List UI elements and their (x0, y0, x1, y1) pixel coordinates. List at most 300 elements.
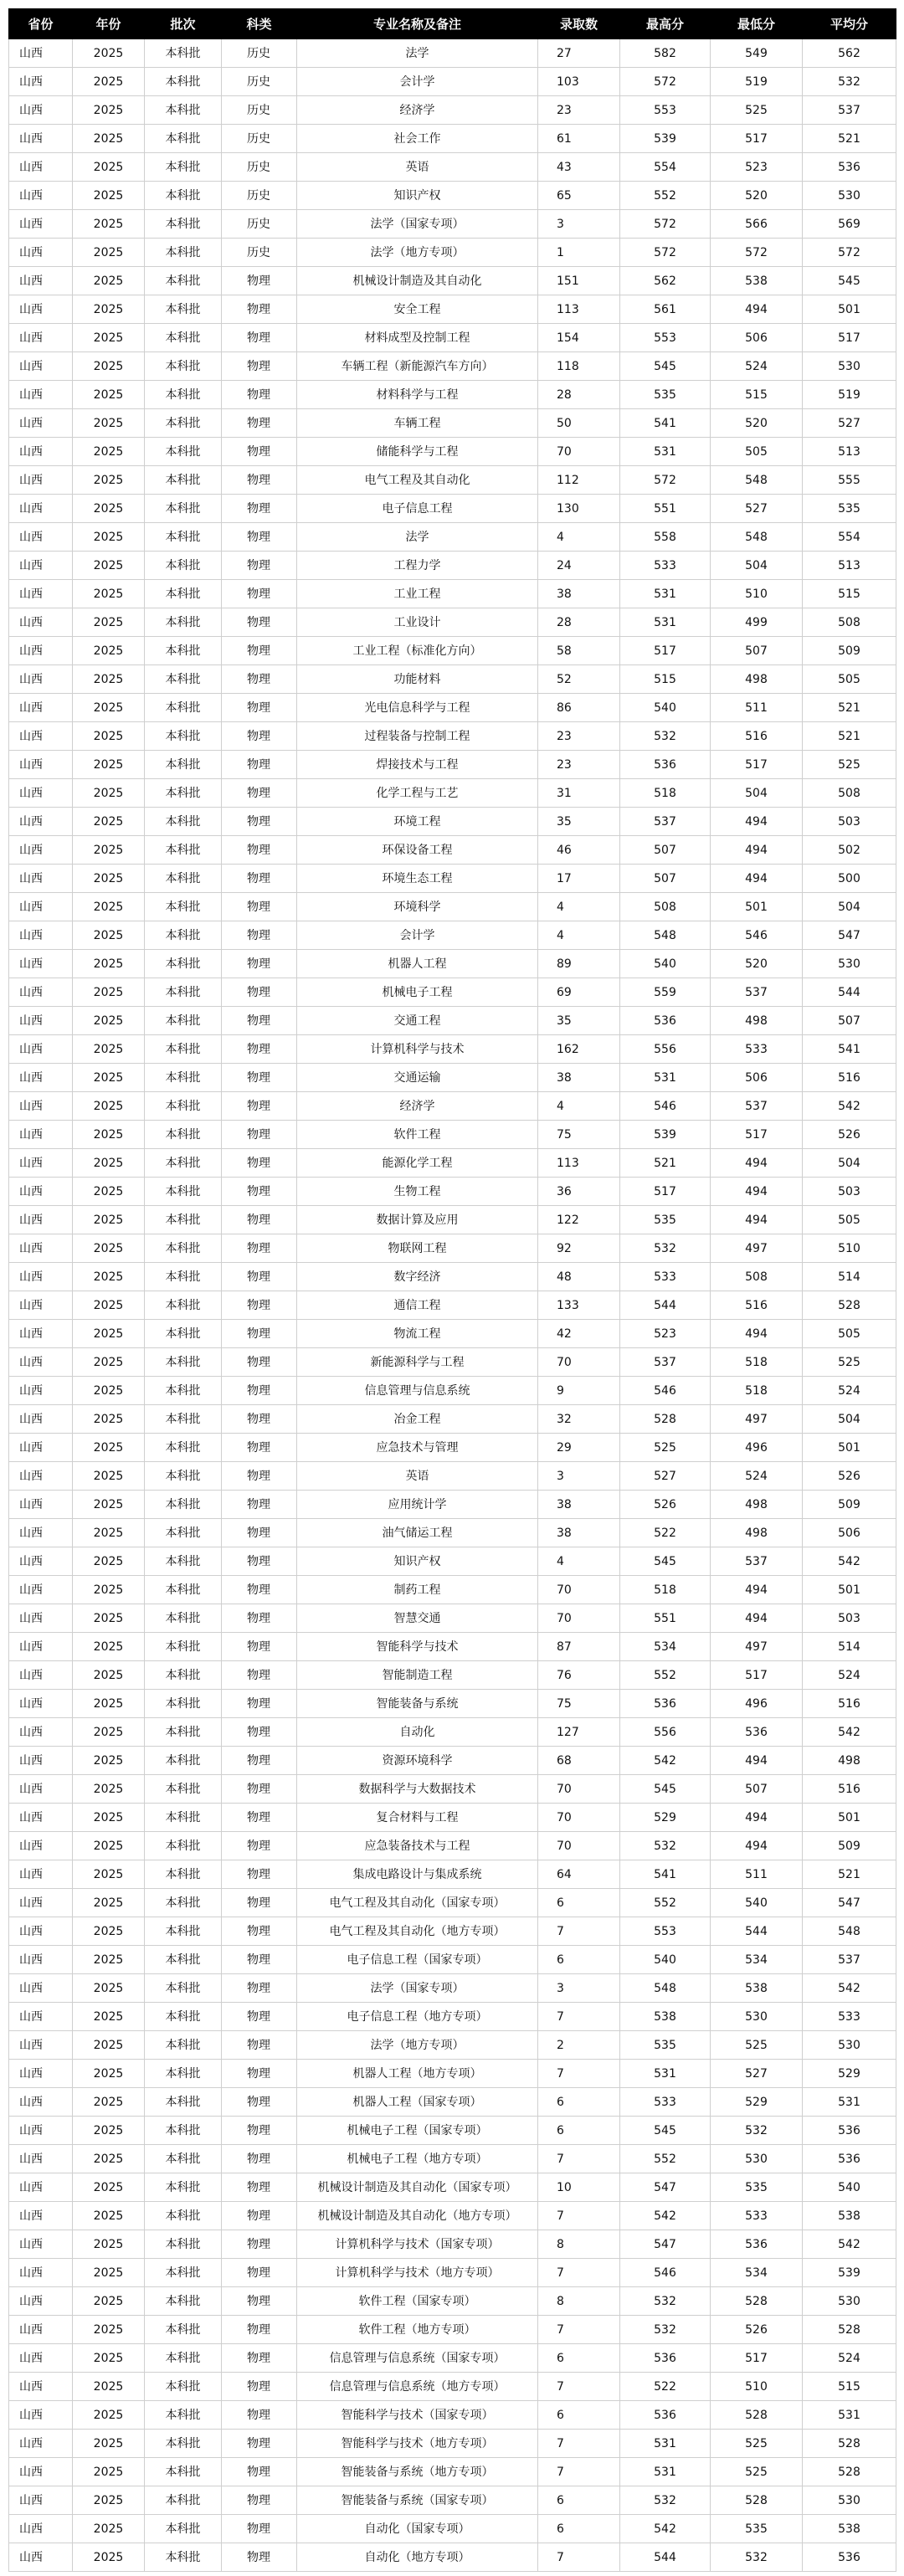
cell-admitted: 64 (538, 1860, 620, 1889)
cell-avg-score: 538 (803, 2515, 896, 2543)
cell-province: 山西 (9, 694, 73, 722)
table-row (9, 96, 896, 125)
cell-batch: 本科批 (145, 2031, 222, 2060)
cell-max-score: 538 (620, 2003, 711, 2031)
cell-province: 山西 (9, 523, 73, 552)
cell-max-score: 536 (620, 2344, 711, 2373)
cell-category: 物理 (222, 352, 297, 381)
cell-admitted: 7 (538, 2259, 620, 2287)
cell-batch: 本科批 (145, 1804, 222, 1832)
cell-min-score: 507 (711, 637, 803, 665)
cell-admitted: 70 (538, 1576, 620, 1604)
cell-province: 山西 (9, 2515, 73, 2543)
cell-min-score: 549 (711, 39, 803, 68)
cell-max-score: 531 (620, 2430, 711, 2458)
table-row (9, 1092, 896, 1121)
cell-avg-score: 530 (803, 2031, 896, 2060)
cell-category: 物理 (222, 1263, 297, 1291)
cell-category: 物理 (222, 665, 297, 694)
admission-table (8, 8, 896, 2572)
cell-max-score: 546 (620, 1092, 711, 1121)
cell-max-score: 531 (620, 1064, 711, 1092)
cell-admitted: 23 (538, 722, 620, 751)
cell-category: 物理 (222, 1462, 297, 1491)
cell-province: 山西 (9, 637, 73, 665)
cell-min-score: 517 (711, 751, 803, 779)
cell-avg-score: 501 (803, 1804, 896, 1832)
cell-avg-score: 508 (803, 608, 896, 637)
cell-major: 法学 (297, 523, 538, 552)
cell-year: 2025 (73, 1007, 145, 1035)
cell-batch: 本科批 (145, 2430, 222, 2458)
cell-major: 焊接技术与工程 (297, 751, 538, 779)
cell-admitted: 35 (538, 1007, 620, 1035)
table-row (9, 495, 896, 523)
cell-category: 物理 (222, 580, 297, 608)
cell-admitted: 6 (538, 2515, 620, 2543)
cell-min-score: 520 (711, 950, 803, 978)
cell-max-score: 542 (620, 1747, 711, 1775)
cell-province: 山西 (9, 2430, 73, 2458)
cell-min-score: 526 (711, 2316, 803, 2344)
cell-admitted: 133 (538, 1291, 620, 1320)
cell-major: 电气工程及其自动化（国家专项） (297, 1889, 538, 1917)
cell-batch: 本科批 (145, 1576, 222, 1604)
cell-admitted: 7 (538, 1917, 620, 1946)
table-row (9, 665, 896, 694)
cell-min-score: 520 (711, 409, 803, 438)
cell-batch: 本科批 (145, 2401, 222, 2430)
cell-admitted: 43 (538, 153, 620, 182)
cell-province: 山西 (9, 1633, 73, 1661)
cell-max-score: 517 (620, 637, 711, 665)
cell-min-score: 520 (711, 182, 803, 210)
cell-min-score: 523 (711, 153, 803, 182)
cell-province: 山西 (9, 1007, 73, 1035)
cell-avg-score: 537 (803, 96, 896, 125)
cell-province: 山西 (9, 466, 73, 495)
cell-avg-score: 541 (803, 1035, 896, 1064)
cell-min-score: 525 (711, 2031, 803, 2060)
cell-category: 物理 (222, 893, 297, 921)
cell-avg-score: 513 (803, 438, 896, 466)
cell-admitted: 75 (538, 1121, 620, 1149)
cell-max-score: 547 (620, 2173, 711, 2202)
cell-major: 工程力学 (297, 552, 538, 580)
cell-province: 山西 (9, 580, 73, 608)
cell-year: 2025 (73, 2543, 145, 2572)
cell-min-score: 494 (711, 1178, 803, 1206)
cell-min-score: 511 (711, 694, 803, 722)
cell-year: 2025 (73, 2230, 145, 2259)
cell-batch: 本科批 (145, 1405, 222, 1434)
cell-batch: 本科批 (145, 1775, 222, 1804)
cell-max-score: 548 (620, 921, 711, 950)
cell-admitted: 9 (538, 1377, 620, 1405)
table-header (9, 9, 896, 39)
cell-batch: 本科批 (145, 466, 222, 495)
cell-major: 软件工程（地方专项） (297, 2316, 538, 2344)
cell-batch: 本科批 (145, 1690, 222, 1718)
table-row (9, 1718, 896, 1747)
cell-year: 2025 (73, 1320, 145, 1348)
cell-admitted: 151 (538, 267, 620, 295)
cell-min-score: 494 (711, 1832, 803, 1860)
header-max-score: 最高分 (620, 9, 711, 39)
cell-batch: 本科批 (145, 1434, 222, 1462)
table-row (9, 2259, 896, 2287)
cell-province: 山西 (9, 836, 73, 865)
table-row (9, 1434, 896, 1462)
cell-year: 2025 (73, 352, 145, 381)
cell-year: 2025 (73, 466, 145, 495)
cell-max-score: 534 (620, 1633, 711, 1661)
cell-admitted: 7 (538, 2316, 620, 2344)
cell-province: 山西 (9, 1917, 73, 1946)
table-row (9, 1377, 896, 1405)
table-row (9, 2373, 896, 2401)
cell-min-score: 517 (711, 1121, 803, 1149)
cell-admitted: 38 (538, 1064, 620, 1092)
cell-category: 物理 (222, 1775, 297, 1804)
cell-admitted: 122 (538, 1206, 620, 1234)
table-row (9, 1690, 896, 1718)
cell-admitted: 4 (538, 1547, 620, 1576)
cell-min-score: 535 (711, 2173, 803, 2202)
cell-min-score: 530 (711, 2145, 803, 2173)
cell-batch: 本科批 (145, 1661, 222, 1690)
cell-major: 机械设计制造及其自动化（国家专项） (297, 2173, 538, 2202)
cell-min-score: 540 (711, 1889, 803, 1917)
cell-province: 山西 (9, 2003, 73, 2031)
cell-province: 山西 (9, 1149, 73, 1178)
cell-admitted: 70 (538, 1348, 620, 1377)
cell-admitted: 69 (538, 978, 620, 1007)
cell-batch: 本科批 (145, 267, 222, 295)
cell-max-score: 541 (620, 409, 711, 438)
cell-min-score: 538 (711, 267, 803, 295)
cell-batch: 本科批 (145, 2117, 222, 2145)
cell-category: 物理 (222, 2316, 297, 2344)
cell-min-score: 525 (711, 96, 803, 125)
cell-category: 物理 (222, 1946, 297, 1974)
cell-category: 物理 (222, 2145, 297, 2173)
table-row (9, 1860, 896, 1889)
header-year: 年份 (73, 9, 145, 39)
cell-batch: 本科批 (145, 295, 222, 324)
cell-admitted: 76 (538, 1661, 620, 1690)
cell-batch: 本科批 (145, 1263, 222, 1291)
cell-major: 工业工程（标准化方向） (297, 637, 538, 665)
cell-max-score: 539 (620, 125, 711, 153)
cell-admitted: 50 (538, 409, 620, 438)
cell-province: 山西 (9, 1035, 73, 1064)
admission-table-container (8, 8, 896, 2572)
table-row (9, 694, 896, 722)
cell-year: 2025 (73, 2003, 145, 2031)
cell-province: 山西 (9, 324, 73, 352)
table-row (9, 779, 896, 808)
cell-major: 法学（国家专项） (297, 210, 538, 239)
cell-batch: 本科批 (145, 153, 222, 182)
cell-province: 山西 (9, 153, 73, 182)
table-row (9, 1263, 896, 1291)
cell-min-score: 538 (711, 1974, 803, 2003)
header-avg-score: 平均分 (803, 9, 896, 39)
cell-year: 2025 (73, 1775, 145, 1804)
table-row (9, 2173, 896, 2202)
cell-min-score: 534 (711, 2259, 803, 2287)
cell-batch: 本科批 (145, 1604, 222, 1633)
cell-category: 物理 (222, 2117, 297, 2145)
cell-category: 物理 (222, 1434, 297, 1462)
table-row (9, 39, 896, 68)
cell-major: 环境生态工程 (297, 865, 538, 893)
cell-admitted: 23 (538, 96, 620, 125)
cell-major: 储能科学与工程 (297, 438, 538, 466)
cell-category: 物理 (222, 1604, 297, 1633)
cell-major: 电子信息工程（地方专项） (297, 2003, 538, 2031)
cell-min-score: 533 (711, 1035, 803, 1064)
cell-avg-score: 521 (803, 722, 896, 751)
cell-year: 2025 (73, 182, 145, 210)
cell-year: 2025 (73, 552, 145, 580)
cell-year: 2025 (73, 1491, 145, 1519)
cell-province: 山西 (9, 125, 73, 153)
cell-avg-score: 521 (803, 125, 896, 153)
cell-major: 新能源科学与工程 (297, 1348, 538, 1377)
cell-avg-score: 535 (803, 495, 896, 523)
cell-category: 物理 (222, 865, 297, 893)
cell-min-score: 510 (711, 580, 803, 608)
cell-province: 山西 (9, 2145, 73, 2173)
cell-province: 山西 (9, 182, 73, 210)
cell-category: 物理 (222, 1690, 297, 1718)
table-row (9, 1633, 896, 1661)
cell-max-score: 525 (620, 1434, 711, 1462)
table-row (9, 1149, 896, 1178)
cell-max-score: 533 (620, 1263, 711, 1291)
cell-year: 2025 (73, 1348, 145, 1377)
table-row (9, 324, 896, 352)
cell-max-score: 527 (620, 1462, 711, 1491)
table-row (9, 950, 896, 978)
cell-category: 物理 (222, 1832, 297, 1860)
cell-avg-score: 509 (803, 637, 896, 665)
cell-province: 山西 (9, 1889, 73, 1917)
cell-admitted: 6 (538, 1889, 620, 1917)
cell-batch: 本科批 (145, 1064, 222, 1092)
cell-year: 2025 (73, 1178, 145, 1206)
cell-admitted: 24 (538, 552, 620, 580)
cell-province: 山西 (9, 1263, 73, 1291)
cell-admitted: 130 (538, 495, 620, 523)
cell-category: 物理 (222, 808, 297, 836)
cell-batch: 本科批 (145, 1491, 222, 1519)
cell-min-score: 517 (711, 125, 803, 153)
cell-batch: 本科批 (145, 1832, 222, 1860)
cell-max-score: 517 (620, 1178, 711, 1206)
table-row (9, 1917, 896, 1946)
cell-category: 物理 (222, 381, 297, 409)
cell-category: 物理 (222, 1149, 297, 1178)
cell-avg-score: 524 (803, 1377, 896, 1405)
cell-min-score: 524 (711, 1462, 803, 1491)
table-row (9, 637, 896, 665)
cell-major: 资源环境科学 (297, 1747, 538, 1775)
cell-admitted: 8 (538, 2230, 620, 2259)
cell-batch: 本科批 (145, 1377, 222, 1405)
cell-major: 应急技术与管理 (297, 1434, 538, 1462)
table-row (9, 1178, 896, 1206)
cell-province: 山西 (9, 495, 73, 523)
table-row (9, 2458, 896, 2486)
cell-year: 2025 (73, 1718, 145, 1747)
table-row (9, 580, 896, 608)
header-category: 科类 (222, 9, 297, 39)
table-row (9, 2486, 896, 2515)
cell-batch: 本科批 (145, 1348, 222, 1377)
cell-max-score: 507 (620, 865, 711, 893)
cell-category: 物理 (222, 1519, 297, 1547)
table-row (9, 2117, 896, 2145)
cell-admitted: 6 (538, 2088, 620, 2117)
table-row (9, 2230, 896, 2259)
cell-batch: 本科批 (145, 2173, 222, 2202)
cell-batch: 本科批 (145, 808, 222, 836)
cell-max-score: 572 (620, 68, 711, 96)
cell-category: 物理 (222, 2401, 297, 2430)
cell-category: 物理 (222, 1291, 297, 1320)
cell-max-score: 551 (620, 1604, 711, 1633)
cell-admitted: 42 (538, 1320, 620, 1348)
cell-year: 2025 (73, 1405, 145, 1434)
cell-province: 山西 (9, 1405, 73, 1434)
cell-batch: 本科批 (145, 1747, 222, 1775)
table-row (9, 1747, 896, 1775)
cell-batch: 本科批 (145, 523, 222, 552)
cell-category: 物理 (222, 495, 297, 523)
cell-year: 2025 (73, 1234, 145, 1263)
cell-province: 山西 (9, 552, 73, 580)
cell-max-score: 542 (620, 2202, 711, 2230)
cell-category: 物理 (222, 1718, 297, 1747)
cell-major: 环保设备工程 (297, 836, 538, 865)
table-row (9, 2145, 896, 2173)
cell-year: 2025 (73, 608, 145, 637)
cell-year: 2025 (73, 2117, 145, 2145)
cell-major: 物联网工程 (297, 1234, 538, 1263)
cell-category: 历史 (222, 153, 297, 182)
cell-max-score: 553 (620, 96, 711, 125)
cell-major: 自动化（地方专项） (297, 2543, 538, 2572)
cell-category: 物理 (222, 836, 297, 865)
cell-batch: 本科批 (145, 751, 222, 779)
cell-province: 山西 (9, 1832, 73, 1860)
cell-avg-score: 505 (803, 1206, 896, 1234)
cell-major: 光电信息科学与工程 (297, 694, 538, 722)
cell-category: 物理 (222, 751, 297, 779)
cell-year: 2025 (73, 1633, 145, 1661)
cell-admitted: 6 (538, 1946, 620, 1974)
cell-year: 2025 (73, 1519, 145, 1547)
cell-year: 2025 (73, 779, 145, 808)
cell-avg-score: 528 (803, 2316, 896, 2344)
cell-max-score: 559 (620, 978, 711, 1007)
cell-batch: 本科批 (145, 1462, 222, 1491)
cell-avg-score: 501 (803, 295, 896, 324)
cell-min-score: 572 (711, 239, 803, 267)
cell-avg-score: 530 (803, 2287, 896, 2316)
cell-category: 物理 (222, 1405, 297, 1434)
cell-max-score: 561 (620, 295, 711, 324)
cell-category: 物理 (222, 267, 297, 295)
cell-batch: 本科批 (145, 1860, 222, 1889)
cell-avg-score: 544 (803, 978, 896, 1007)
cell-admitted: 7 (538, 2003, 620, 2031)
cell-max-score: 572 (620, 210, 711, 239)
cell-major: 材料成型及控制工程 (297, 324, 538, 352)
cell-year: 2025 (73, 1604, 145, 1633)
cell-category: 物理 (222, 694, 297, 722)
cell-category: 物理 (222, 779, 297, 808)
cell-min-score: 548 (711, 466, 803, 495)
cell-batch: 本科批 (145, 438, 222, 466)
cell-avg-score: 526 (803, 1462, 896, 1491)
cell-admitted: 70 (538, 1604, 620, 1633)
cell-min-score: 504 (711, 779, 803, 808)
cell-province: 山西 (9, 1718, 73, 1747)
table-row (9, 1234, 896, 1263)
cell-min-score: 537 (711, 1547, 803, 1576)
cell-year: 2025 (73, 1832, 145, 1860)
cell-batch: 本科批 (145, 1291, 222, 1320)
cell-admitted: 52 (538, 665, 620, 694)
cell-avg-score: 536 (803, 2543, 896, 2572)
cell-max-score: 552 (620, 1661, 711, 1690)
table-row (9, 1007, 896, 1035)
cell-min-score: 517 (711, 2344, 803, 2373)
cell-avg-score: 503 (803, 808, 896, 836)
table-row (9, 608, 896, 637)
cell-year: 2025 (73, 267, 145, 295)
cell-batch: 本科批 (145, 2373, 222, 2401)
cell-category: 物理 (222, 1633, 297, 1661)
cell-year: 2025 (73, 2430, 145, 2458)
table-row (9, 523, 896, 552)
cell-province: 山西 (9, 352, 73, 381)
cell-admitted: 7 (538, 2430, 620, 2458)
cell-max-score: 572 (620, 466, 711, 495)
cell-major: 法学 (297, 39, 538, 68)
cell-batch: 本科批 (145, 1718, 222, 1747)
cell-province: 山西 (9, 2316, 73, 2344)
cell-major: 知识产权 (297, 1547, 538, 1576)
cell-category: 物理 (222, 2230, 297, 2259)
cell-max-score: 562 (620, 267, 711, 295)
cell-admitted: 70 (538, 438, 620, 466)
table-row (9, 893, 896, 921)
cell-year: 2025 (73, 495, 145, 523)
table-row (9, 2031, 896, 2060)
cell-category: 历史 (222, 96, 297, 125)
cell-max-score: 507 (620, 836, 711, 865)
cell-min-score: 528 (711, 2401, 803, 2430)
cell-category: 物理 (222, 2458, 297, 2486)
cell-major: 法学（地方专项） (297, 2031, 538, 2060)
cell-year: 2025 (73, 1035, 145, 1064)
cell-province: 山西 (9, 2031, 73, 2060)
